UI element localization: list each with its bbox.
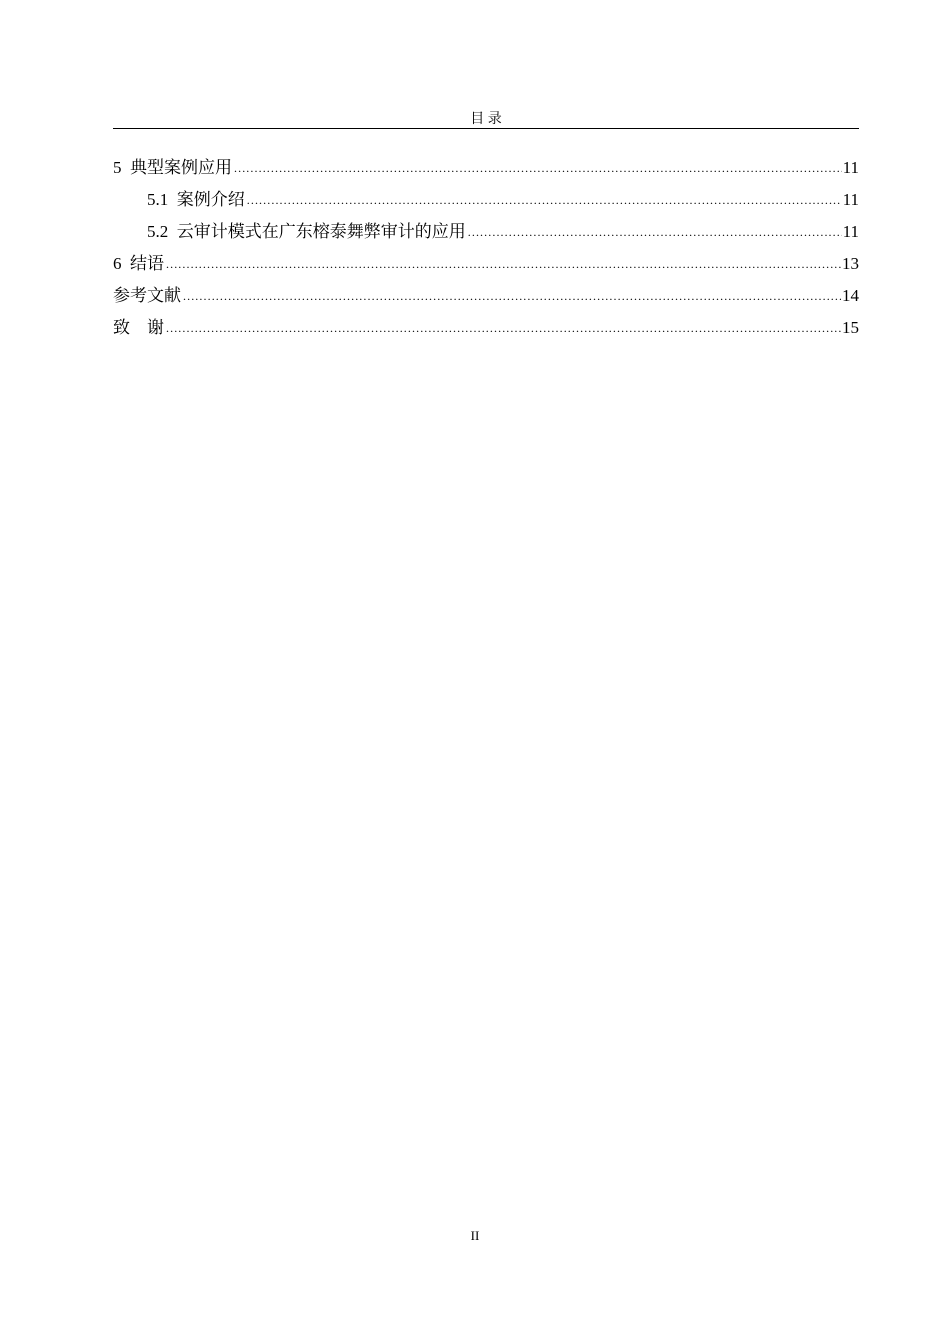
toc-entry-page: 15: [842, 318, 859, 337]
toc-entry-cloud-audit-application[interactable]: [113, 221, 859, 253]
toc-entry-title: 结语: [130, 254, 164, 273]
toc-dot-leader: [183, 285, 841, 307]
toc-dot-leader: [234, 157, 842, 179]
toc-entry-typical-cases[interactable]: [113, 157, 859, 189]
toc-entry-acknowledgements[interactable]: [113, 317, 859, 349]
toc-entry-page: 14: [842, 286, 859, 305]
toc-entry-page: 11: [842, 190, 859, 209]
toc-dot-leader: [166, 253, 841, 275]
page-number: II: [470, 1228, 480, 1243]
toc-entry-number: 5.2: [147, 222, 177, 241]
toc-entry-title: 参考文献: [113, 286, 181, 305]
toc-entry-page: 11: [842, 158, 859, 177]
toc-dot-leader: [166, 317, 841, 339]
header-rule: [113, 128, 859, 129]
toc-entry-references[interactable]: [113, 285, 859, 317]
toc-entry-case-intro[interactable]: [113, 189, 859, 221]
toc-entry-conclusion[interactable]: [113, 253, 859, 285]
toc-entry-number: 5: [113, 158, 130, 177]
running-header: [113, 108, 859, 128]
toc-entry-title: 云审计模式在广东榕泰舞弊审计的应用: [176, 222, 466, 241]
toc-heading: 目 录: [470, 112, 502, 127]
toc-entry-title: 致 谢: [113, 318, 164, 337]
toc-entry-page: 13: [842, 254, 859, 273]
table-of-contents: [113, 157, 859, 349]
toc-entry-number: 6: [113, 254, 130, 273]
toc-entry-title: 案例介绍: [176, 190, 245, 209]
toc-entry-page: 11: [842, 222, 859, 241]
toc-dot-leader: [468, 221, 842, 243]
toc-dot-leader: [247, 189, 842, 211]
page-footer: [0, 1228, 950, 1246]
toc-entry-number: 5.1: [147, 190, 177, 209]
toc-entry-title: 典型案例应用: [130, 158, 232, 177]
